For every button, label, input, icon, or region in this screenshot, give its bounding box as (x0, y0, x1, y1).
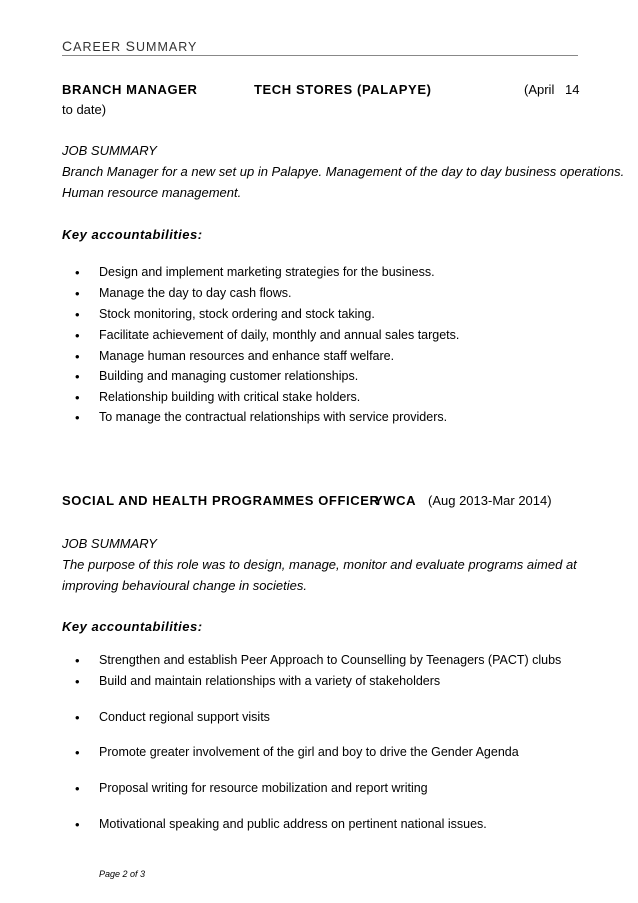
list-item: • Building and managing customer relationships. (62, 369, 578, 390)
summary-word: monitor (343, 557, 387, 572)
list-item: • Relationship building with critical stake holders. (62, 390, 578, 410)
list-item: • Manage the day to day cash flows. (62, 286, 578, 307)
job1-summary-line-1: Branch Manager for a new set up in Palapye. Management of the day to day business operations. (62, 164, 625, 179)
job2-bullets-group-3 (62, 745, 578, 759)
section-title-initial-c: C (62, 38, 74, 54)
job1-header (62, 82, 578, 100)
job1-title: BRANCH MANAGER (62, 82, 198, 97)
job2-ka-heading: Key accountabilities: (62, 619, 203, 634)
summary-word: purpose (88, 557, 136, 572)
job1-summary-heading: JOB SUMMARY (62, 143, 157, 158)
job2-title: SOCIAL AND HEALTH PROGRAMMES OFFICER (62, 493, 380, 508)
list-item: • Build and maintain relationships with a variety of stakeholders (62, 674, 578, 695)
page-number: Page 2 of 3 (99, 869, 146, 879)
summary-word: at (565, 557, 577, 572)
job2-bullets-group-1 (62, 653, 578, 695)
list-item: • Design and implement marketing strategies for the business. (62, 265, 578, 286)
job1-summary-line-2: Human resource management. (62, 185, 242, 200)
job1-employer: TECH STORES (PALAPYE) (254, 82, 432, 97)
summary-word: to (229, 557, 240, 572)
list-item: • Strengthen and establish Peer Approach to Counselling by Teenagers (PACT) clubs (62, 653, 578, 674)
job2-employer: YWCA (374, 493, 417, 508)
summary-word: was (202, 557, 226, 572)
summary-word: this (153, 557, 174, 572)
section-title-rest-2: UMMARY (136, 40, 198, 54)
list-item: • To manage the contractual relationships with service providers. (62, 410, 578, 431)
job2-bullets-group-5 (62, 817, 578, 831)
summary-word: design, (243, 557, 286, 572)
list-item: • Facilitate achievement of daily, monthly and annual sales targets. (62, 328, 578, 349)
job1-accountabilities-list (62, 265, 578, 431)
job2-summary-line-1 (62, 557, 577, 572)
job1-ka-heading: Key accountabilities: (62, 227, 203, 242)
section-title-initial-s: S (125, 38, 137, 54)
summary-word: programs (468, 557, 524, 572)
summary-word: manage, (289, 557, 340, 572)
list-item: • Stock monitoring, stock ordering and stock taking. (62, 307, 578, 328)
list-item: • Conduct regional support visits (62, 710, 578, 724)
job1-date-continued: to date) (62, 102, 107, 117)
summary-word: and (390, 557, 412, 572)
section-divider (62, 55, 578, 56)
job2-summary-line-2: improving behavioural change in societies. (62, 578, 307, 593)
summary-word: evaluate (415, 557, 465, 572)
job1-date-year: 14 (565, 82, 580, 97)
summary-word: aimed (526, 557, 563, 572)
list-item: • Promote greater involvement of the girl and boy to drive the Gender Agenda (62, 745, 578, 759)
list-item: • Proposal writing for resource mobilization and report writing (62, 781, 578, 795)
section-title-rest-1: AREER (73, 40, 126, 54)
list-item: • Manage human resources and enhance staff welfare. (62, 349, 578, 369)
job2-dates: (Aug 2013-Mar 2014) (428, 493, 552, 508)
list-item: • Motivational speaking and public address on pertinent national issues. (62, 817, 578, 831)
summary-word: The (62, 557, 85, 572)
summary-word: of (138, 557, 150, 572)
job2-bullets-group-4 (62, 781, 578, 795)
job1-date-start: (April (524, 82, 555, 97)
section-title (62, 38, 197, 54)
job2-bullets-group-2 (62, 710, 578, 724)
summary-word: role (176, 557, 199, 572)
job2-summary-heading: JOB SUMMARY (62, 536, 157, 551)
job2-header (62, 493, 578, 511)
